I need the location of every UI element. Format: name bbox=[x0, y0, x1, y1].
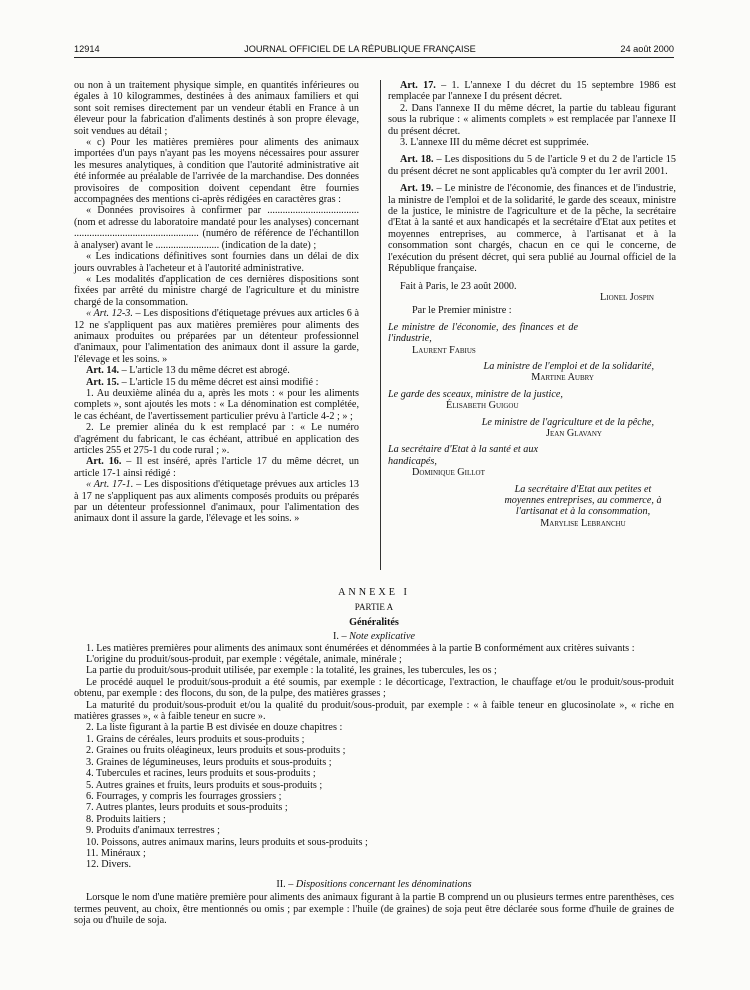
paragraph: ou non à un traitement physique simple, en quantités inférieures ou égales à 10 kilogrammes, destinées à des animaux familiers et qui sont soit remises directement par un vendeur établi en France à un éleveur pour la fabrication d'aliments destinés à son propre élevage, soit vendues au détail ; bbox=[74, 80, 359, 137]
chapter-item: 3. Graines de légumineuses, leurs produits et sous-produits ; bbox=[86, 756, 332, 768]
paragraph: « Art. 12-3. – Les dispositions d'étiquetage prévues aux articles 6 à 12 ne s'appliquent pas aux matières premières pour aliments des animaux produites ou préparées par un détenteur professionnel d'animaux, pour l'alimentation des animaux dont il assure la garde, l'élevage et les soins. » bbox=[74, 308, 359, 365]
chapter-item: 11. Minéraux ; bbox=[86, 847, 146, 859]
annex-part: PARTIE A bbox=[354, 602, 394, 613]
paragraph: 1. Les matières premières pour aliments des animaux sont énumérées et dénommées à la partie B conformément aux critères suivants : bbox=[86, 642, 635, 654]
article-lead: « Art. 17-1. bbox=[86, 479, 134, 491]
paragraph: Art. 14. – L'article 13 du même décret est abrogé. bbox=[86, 365, 290, 377]
signature-block: Le garde des sceaux, ministre de la justice, Élisabeth Guigou bbox=[388, 389, 676, 412]
signatory-name: Martine Aubry bbox=[531, 372, 594, 384]
chapter-item: 6. Fourrages, y compris les fourrages grossiers ; bbox=[86, 790, 282, 802]
chapter-item: 7. Autres plantes, leurs produits et sous-produits ; bbox=[86, 802, 288, 814]
article-lead: Art. 14. bbox=[86, 365, 120, 377]
article-lead: Art. 17. bbox=[400, 80, 436, 91]
signing-place-date: Fait à Paris, le 23 août 2000. bbox=[400, 280, 517, 292]
chapter-item: 4. Tubercules et racines, leurs produits et sous-produits ; bbox=[86, 768, 316, 780]
annex-section bbox=[74, 587, 674, 926]
chapter-item: 10. Poissons, autres animaux marins, leurs produits et sous-produits ; bbox=[86, 836, 368, 848]
signatory-name: Élisabeth Guigou bbox=[446, 400, 519, 412]
article-lead: Art. 19. bbox=[400, 183, 434, 195]
paragraph: La maturité du produit/sous-produit et/ou la qualité du produit/sous-produit, par exemple : « à faible teneur en glucosinolate », « riche en matières grasses », « à faible teneur en sucre ». bbox=[74, 699, 674, 723]
paragraph: Art. 16. – Il est inséré, après l'article 17 du même décret, un article 17-1 ainsi rédigé : bbox=[74, 456, 360, 479]
chapter-item: 8. Produits laitiers ; bbox=[86, 813, 166, 825]
signature-block: Le ministre de l'agriculture et de la pêche, Jean Glavany bbox=[388, 417, 676, 440]
paragraph: « Art. 17-1. – Les dispositions d'étiquetage prévues aux articles 13 à 17 ne s'appliquent pas aux aliments composés produits ou préparés par un détenteur professionnel d'animaux, pour l'alimentation des animaux dont il assure la garde, l'élevage et les soins. » bbox=[74, 479, 359, 525]
section-title: II. – Dispositions concernant les dénominations bbox=[276, 878, 472, 890]
paragraph: Art. 19. – Le ministre de l'économie, des finances et de l'industrie, la ministre de l'emploi et de la solidarité, le garde des sceaux, ministre de la justice, le ministre de l'agriculture et de la pêche, la secrétaire d'Etat à la santé et aux handicapés et la secrétaire d'Etat aux petites et moyennes entreprises, au commerce, à l'artisanat et à la consommation sont chargés, chacun en ce qui le concerne, de l'exécution du présent décret, qui sera publié au Journal officiel de la République française. bbox=[388, 183, 676, 275]
signature-block: Le ministre de l'économie, des finances et de l'industrie, Laurent Fabius bbox=[388, 321, 578, 356]
left-column bbox=[74, 80, 359, 525]
paragraph: Le procédé auquel le produit/sous-produit a été soumis, par exemple : le décorticage, l'extraction, le chauffage et/ou le produit/sous-produit obtenu, par exemple : des flocons, du son, de la pulpe, des matières grasses ; bbox=[74, 676, 674, 700]
paragraph: 2. Dans l'annexe II du même décret, la partie du tableau figurant sous la rubrique : « aliments complets » est remplacée par l'annexe II du présent décret. bbox=[388, 102, 676, 137]
chapter-list bbox=[74, 734, 674, 871]
paragraph: La partie du produit/sous-produit utilisée, par exemple : la totalité, les graines, les tubercules, les os ; bbox=[86, 665, 497, 677]
article-lead: Art. 18. bbox=[400, 154, 434, 166]
paragraph: 3. L'annexe III du même décret est supprimée. bbox=[400, 137, 589, 149]
article-lead: Art. 16. bbox=[86, 456, 122, 468]
section-title: I. – Note explicative bbox=[332, 631, 416, 643]
page-number: 12914 bbox=[74, 44, 100, 54]
paragraph: « Données provisoires à confirmer par .................................... (nom et adresse du laboratoire mandaté pour les analyses) concernant ................................................. (numéro de référence de l'échantillon à analyser) avant le ......................... (indication de la date) ; bbox=[74, 205, 359, 251]
article-lead: « Art. 12-3. bbox=[86, 308, 133, 320]
signature-intro: Par le Premier ministre : bbox=[412, 305, 512, 317]
paragraph: « Les modalités d'application de ces dernières dispositions sont fixées par arrêté du ministre chargé de l'agriculture et du ministre chargé de la consommation. bbox=[74, 273, 359, 308]
paragraph: Art. 15. – L'article 15 du même décret est ainsi modifié : bbox=[86, 376, 319, 388]
paragraph: Art. 17. – 1. L'annexe I du décret du 15 septembre 1986 est remplacée par l'annexe I du présent décret. bbox=[388, 80, 676, 103]
chapter-item: 12. Divers. bbox=[86, 859, 131, 871]
header-rule bbox=[74, 57, 674, 58]
paragraph: 1. Au deuxième alinéa du a, après les mots : « pour les aliments complets », sont ajoutés les mots : « La dénomination est complétée, le cas échéant, de l'avertissement particulier prévu à l'article 4-2 ; » ; bbox=[74, 387, 359, 422]
page-header bbox=[74, 44, 674, 58]
signature-block: La ministre de l'emploi et de la solidarité, Martine Aubry bbox=[388, 361, 676, 384]
signatory-name: Dominique Gillot bbox=[412, 467, 485, 479]
paragraph: « c) Pour les matières premières pour aliments des animaux importées d'un pays n'ayant pas les moyens nécessaires pour assurer les mesures analytiques, à condition que l'autorité administrative ait été informée au préalable de l'arrivée de la marchandise. Des données provisoires de composition doivent cependant être fournies accompagnées des mentions ci-après rédigées en caractères gras : bbox=[74, 137, 359, 206]
issue-date: 24 août 2000 bbox=[620, 44, 674, 54]
journal-title: JOURNAL OFFICIEL DE LA RÉPUBLIQUE FRANÇAISE bbox=[244, 44, 476, 54]
article-lead: Art. 15. bbox=[86, 376, 120, 388]
signatory-name: Jean Glavany bbox=[545, 427, 602, 439]
paragraph: 2. La liste figurant à la partie B est divisée en douze chapitres : bbox=[86, 722, 343, 734]
paragraph: 2. Le premier alinéa du k est remplacé par : « Le numéro d'agrément du fabricant, le cas échéant, attribué en application des articles 255 et 275-1 du code rural ; ». bbox=[74, 422, 359, 456]
signatory-name: Laurent Fabius bbox=[412, 344, 476, 356]
chapter-item: 1. Grains de céréales, leurs produits et sous-produits ; bbox=[86, 733, 305, 745]
chapter-item: 5. Autres graines et fruits, leurs produits et sous-produits ; bbox=[86, 779, 323, 791]
signatory-name: Lionel Jospin bbox=[600, 291, 654, 303]
column-divider bbox=[380, 80, 381, 570]
right-column bbox=[388, 80, 676, 529]
annex-title: ANNEXE I bbox=[338, 587, 410, 598]
chapter-item: 2. Graines ou fruits oléagineux, leurs produits et sous-produits ; bbox=[86, 745, 346, 757]
annex-heading: Généralités bbox=[349, 616, 399, 628]
paragraph: L'origine du produit/sous-produit, par exemple : végétale, animale, minérale ; bbox=[86, 654, 402, 666]
paragraph: Lorsque le nom d'une matière première pour aliments des animaux figurant à la partie B comprend un ou plusieurs termes entre parenthèses, ces termes peuvent, au choix, être mentionnés ou omis ; par exemple : l'huile (de graines) de soja peut être déclarée sous forme d'huile de graines de soja ou d'huile de soja. bbox=[74, 892, 674, 926]
paragraph: Art. 18. – Les dispositions du 5 de l'article 9 et du 2 de l'article 15 du présent décret ne sont applicables qu'à compter du 1er avril 2001. bbox=[388, 154, 676, 177]
signatory-name: Marylise Lebranchu bbox=[540, 517, 626, 529]
signature-block: La secrétaire d'Etat aux petites et moyennes entreprises, au commerce, à l'artisanat et à la consommation, Marylise Lebranchu bbox=[498, 484, 668, 530]
paragraph: « Les indications définitives sont fournies dans un délai de dix jours ouvrables à l'acheteur et à l'autorité administrative. bbox=[74, 251, 359, 274]
signature-block: La secrétaire d'Etat à la santé et aux handicapés, Dominique Gillot bbox=[388, 444, 538, 479]
chapter-item: 9. Produits d'animaux terrestres ; bbox=[86, 825, 220, 837]
